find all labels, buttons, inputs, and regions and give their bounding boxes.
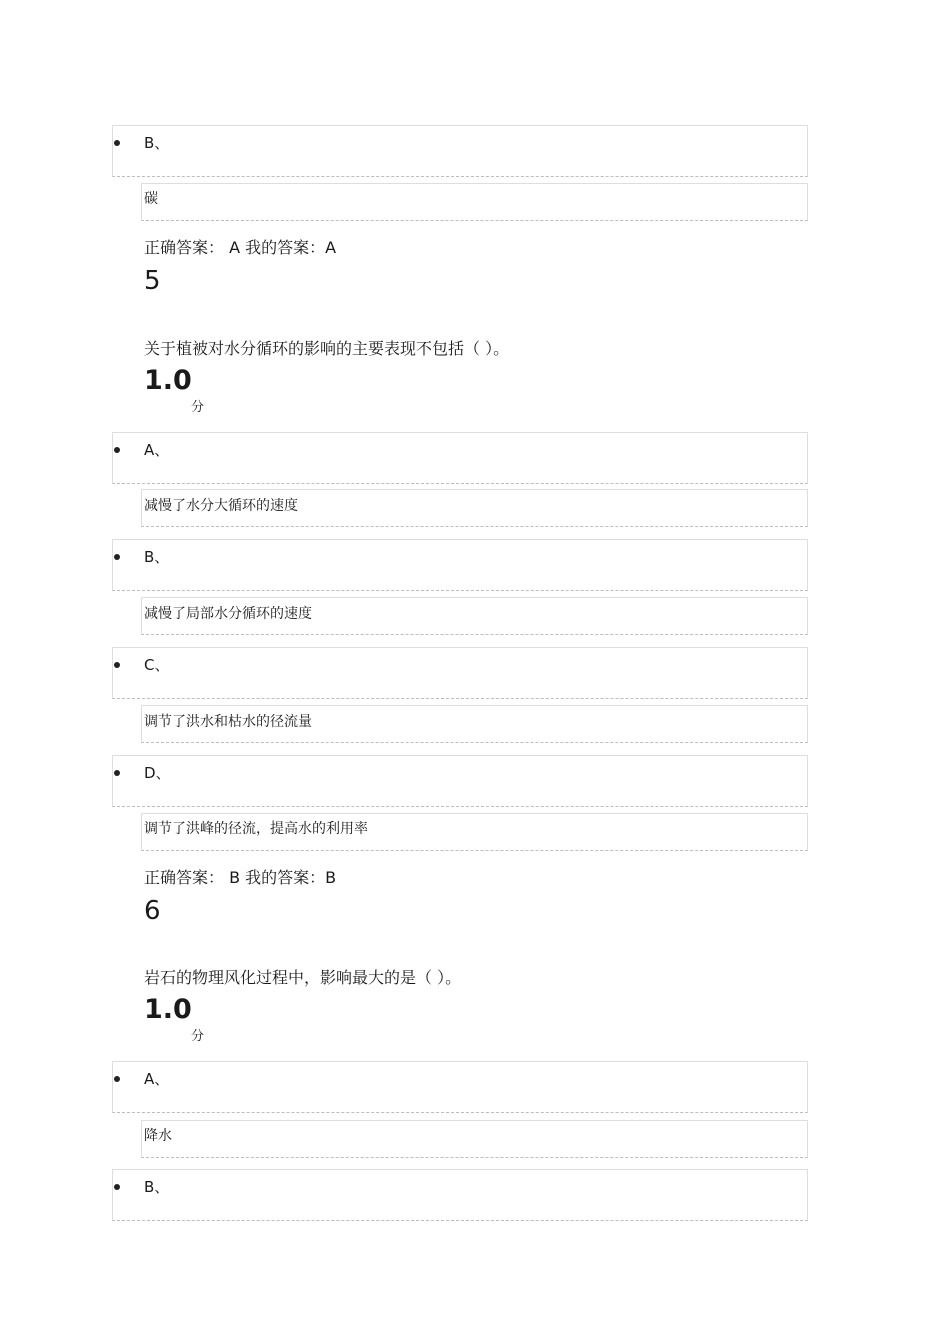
option-letter: D、 bbox=[144, 764, 171, 782]
option-letter: B、 bbox=[144, 134, 170, 152]
question-score: 1.0 bbox=[144, 365, 192, 396]
option-a-box[interactable] bbox=[112, 1061, 808, 1113]
bullet-icon bbox=[114, 554, 120, 560]
option-b-box[interactable] bbox=[112, 1169, 808, 1221]
bullet-icon bbox=[114, 447, 120, 453]
option-d-box[interactable] bbox=[112, 755, 808, 807]
option-text-box bbox=[141, 1120, 808, 1158]
option-text: 减慢了水分大循环的速度 bbox=[144, 498, 298, 514]
bullet-icon bbox=[114, 662, 120, 668]
answer-result: 正确答案： A 我的答案：A bbox=[144, 238, 337, 257]
option-a-box[interactable] bbox=[112, 432, 808, 484]
bullet-icon bbox=[114, 770, 120, 776]
option-text: 调节了洪水和枯水的径流量 bbox=[144, 714, 312, 730]
option-text: 降水 bbox=[144, 1128, 172, 1144]
option-letter: B、 bbox=[144, 1178, 170, 1196]
option-b-box[interactable] bbox=[112, 539, 808, 591]
question-text: 岩石的物理风化过程中，影响最大的是（ ）。 bbox=[144, 968, 462, 987]
option-c-box[interactable] bbox=[112, 647, 808, 699]
question-number: 6 bbox=[144, 896, 161, 926]
score-unit: 分 bbox=[191, 1029, 205, 1044]
question-score: 1.0 bbox=[144, 994, 192, 1025]
option-text: 减慢了局部水分循环的速度 bbox=[144, 606, 312, 622]
option-text: 碳 bbox=[144, 191, 158, 207]
question-number: 5 bbox=[144, 266, 161, 296]
option-b-box[interactable] bbox=[112, 125, 808, 177]
bullet-icon bbox=[114, 1184, 120, 1190]
option-letter: A、 bbox=[144, 441, 170, 459]
score-unit: 分 bbox=[191, 400, 205, 415]
option-text: 调节了洪峰的径流，提高水的利用率 bbox=[144, 821, 368, 837]
bullet-icon bbox=[114, 140, 120, 146]
option-letter: C、 bbox=[144, 656, 170, 674]
answer-result: 正确答案： B 我的答案：B bbox=[144, 868, 337, 887]
question-text: 关于植被对水分循环的影响的主要表现不包括（ ）。 bbox=[144, 339, 510, 358]
bullet-icon bbox=[114, 1076, 120, 1082]
option-letter: B、 bbox=[144, 548, 170, 566]
option-letter: A、 bbox=[144, 1070, 170, 1088]
option-text-box bbox=[141, 183, 808, 221]
